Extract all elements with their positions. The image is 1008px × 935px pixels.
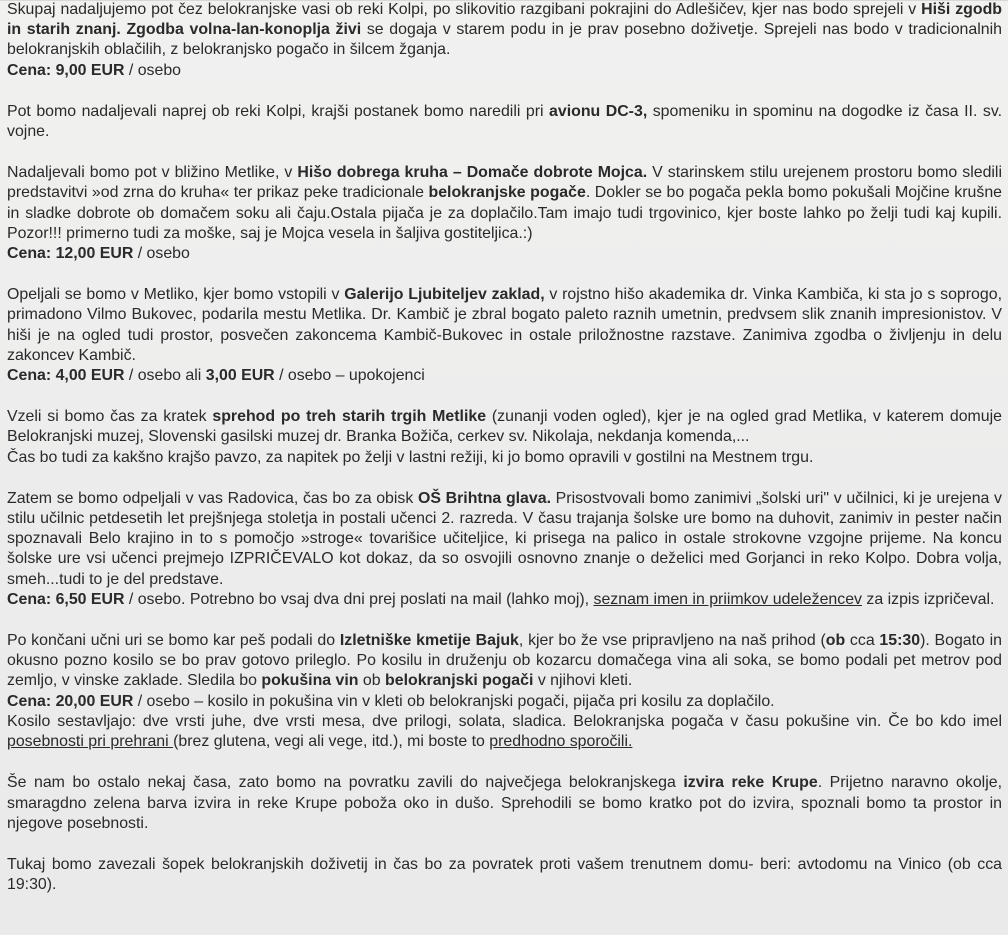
underlined-text: seznam imen in priimkov udeležencev: [593, 590, 862, 608]
bold-text: belokranjski pogači: [385, 672, 534, 690]
paragraph-os-brihtna-glava: [7, 489, 1002, 610]
text: spomeniku in spominu na dogodke iz časa II. sv. vojne.: [7, 102, 1003, 141]
bold-text: pokušina vin: [261, 672, 359, 690]
bold-text: Izletniške kmetije Bajuk: [339, 632, 519, 650]
text: za izpis izpričeval.: [862, 590, 995, 608]
text: se dogaja v starem podu in je prav posebno doživetje. Sprejeli nas bodo v tradicionalnih belokranjskih oblačilih, z belokranjsko pogačo in šilcem žganja.: [7, 21, 1002, 59]
bold-text: belokranjske pogače: [428, 184, 586, 202]
text: Čas bo tudi za kakšno krajšo pavzo, za napitek po želji v lastni režiji, ki jo bomo opravili v gostilni na Mestnem trgu.: [7, 448, 814, 466]
bold-text: sprehod po treh starih trgih Metlike: [212, 408, 487, 426]
underlined-text: predhodno sporočili.: [489, 733, 633, 751]
text: Prisostvovali bomo zanimivi „šolski uri" v učilnici, ki je urejena v stilu učilnic petdesetih let prejšnjega stoletja in postali učenci 2. razreda. V času trajanja šolske ure bomo na duhovit, zanimiv in pester način spoznavali Belo krajino in to s pomočjo »stroge« tovarišice učiteljice, ki prisega na palico in ostale strokovne vzgojne prijeme. Na koncu šolske ure vsi učenci prejmejo IZPRIČEVALO kot dokaz, da so osvojili osnovno znanje o deželici med Gorjanci in reko Kolpo. Dobra volja, smeh...tudi to je del predstave.: [7, 489, 1003, 588]
text: , kjer bo že vse pripravljeno na naš prihod (: [518, 632, 826, 650]
text: (brez glutena, vegi ali vege, itd.), mi boste to: [173, 733, 490, 751]
text: Nadaljevali bomo pot v bližino Metlike, v: [7, 164, 298, 182]
text: Skupaj nadaljujemo pot čez belokranjske vasi ob reki Kolpi, po slikovitio razgibani pokrajini do Adlešičev, kjer nas bodo sprejeli v: [7, 1, 922, 18]
paragraph-adlesici: [7, 0, 1002, 81]
bold-text: ob: [825, 632, 846, 650]
text: ob: [358, 672, 386, 690]
text: v rojstno hišo akademika dr. Vinka Kambiča, ki sta jo s soprogo, primadono Vilmo Bukovec, podarila mestu Metlika. Dr. Kambič je zbral bogato paleto raznih umetnin, predvsem slik znanih impresionistov. V hiši je na ogled tudi prostor, posvečen zakoncema Kambič-Bukovec in ostale priložnostne razstave. Zanimiva zgodba o življenju in delu zakoncev Kambič.: [7, 286, 1002, 364]
bold-text: Hiši zgodb in starih znanj: [7, 1, 1002, 39]
text: v njihovi kleti.: [533, 672, 633, 690]
text: V starinskem stilu urejenem prostoru bomo sledili predstavitvi »od zrna do kruha« ter prikaz peke tradicionale: [7, 164, 1002, 202]
price-label: Cena: 4,00 EUR: [7, 367, 125, 385]
bold-time: 15:30: [879, 632, 921, 650]
paragraph-povratek: [7, 855, 1002, 895]
paragraph-dc3: [7, 102, 1002, 142]
page-top-edge: [0, 0, 1008, 1]
price-label: Cena: 9,00 EUR: [7, 61, 125, 79]
bold-text: OŠ Brihtna glava.: [418, 489, 551, 507]
price-unit: / osebo. Potrebno bo vsaj dva dni prej poslati na mail (lahko moj),: [124, 590, 594, 608]
text: (zunanji voden ogled), kjer je na ogled grad Metlika, v katerem domuje Belokranjski muzej, Slovenski gasilski muzej dr. Branka Božiča, cerkev sv. Nikolaja, nekdanja komenda,...: [7, 408, 1002, 446]
paragraph-hisa-kruha: [7, 163, 1002, 264]
paragraph-izvir-krupe: [7, 773, 1002, 834]
bold-text: izvira reke Krupe: [683, 774, 818, 792]
text: . Dokler se bo pogača pekla bomo pokušali Mojčine krušne in sladke dobrote ob domačem soku ali čaju.Ostala pijača je za doplačilo.Tam imajo tudi trgovinico, kjer boste lahko po želji tudi kaj kupili. Pozor!!! primerno tudi za moške, saj je Mojca vesela in šaljiva gostiteljica.:): [7, 184, 1002, 242]
text: Še nam bo ostalo nekaj časa, zato bomo na povratku zavili do največjega belokranjskega: [7, 774, 684, 792]
text: .: [116, 21, 127, 39]
paragraph-galerija: [7, 285, 1002, 386]
price-unit: / osebo: [133, 245, 190, 263]
bold-text: Galerijo Ljubiteljev zaklad,: [344, 286, 545, 304]
text: Pot bomo nadaljevali naprej ob reki Kolpi, krajši postanek bomo naredili pri: [7, 102, 550, 120]
price-label-pensioners: 3,00 EUR: [205, 367, 275, 385]
price-label: Cena: 20,00 EUR: [7, 692, 134, 710]
bold-text: Zgodba volna-lan-konoplja živi: [126, 21, 362, 39]
text: cca: [845, 632, 880, 650]
price-label: Cena: 6,50 EUR: [7, 590, 125, 608]
text: ). Bogato in okusno pozno kosilo se bo prav gotovo prileglo. Po kosilu in druženju ob kozarcu domačega vina ali soka, se bomo podali pet metrov pod zemljo, v vinske zaklade. Sledila bo: [7, 632, 1003, 690]
text: Kosilo sestavljajo: dve vrsti juhe, dve vrsti mesa, dve prilogi, solata, sladica. Belokranjska pogača v času pokušine vin. Če bo kdo imel: [7, 712, 1002, 730]
paragraph-metlika-walk: [7, 407, 1002, 468]
paragraph-kmetija-bajuk: [7, 631, 1002, 752]
price-label: Cena: 12,00 EUR: [7, 245, 134, 263]
price-unit: / osebo: [124, 61, 182, 79]
text: Po končani učni uri se bomo kar peš podali do: [7, 632, 340, 650]
price-unit: / osebo – kosilo in pokušina vin v kleti ob belokranjski pogači, pijača pri kosilu za doplačilo.: [133, 692, 775, 710]
underlined-text: posebnosti pri prehrani: [7, 733, 174, 751]
text: . Prijetno naravno okolje, smaragdno zelena barva izvira in reke Krupe poboža oko in dušo. Sprehodili se bomo kratko pot do izvira, spoznali bomo ta prostor in njegove posebnosti.: [7, 774, 1002, 832]
price-unit: / osebo – upokojenci: [274, 367, 425, 385]
text: Tukaj bomo zavezali šopek belokranjskih doživetij in čas bo za povratek proti vašem trenutnem domu- beri: avtodomu na Vinico (ob cca 19:30).: [7, 855, 1002, 894]
bold-text: Hišo dobrega kruha – Domače dobrote Mojca.: [297, 164, 648, 182]
text: Vzeli si bomo čas za kratek: [7, 408, 213, 426]
price-unit: / osebo ali: [124, 367, 206, 385]
text: Zatem se bomo odpeljali v vas Radovica, čas bo za obisk: [7, 489, 418, 507]
text: Opeljali se bomo v Metliko, kjer bomo vstopili v: [7, 286, 345, 304]
bold-text: avionu DC-3,: [549, 102, 648, 120]
